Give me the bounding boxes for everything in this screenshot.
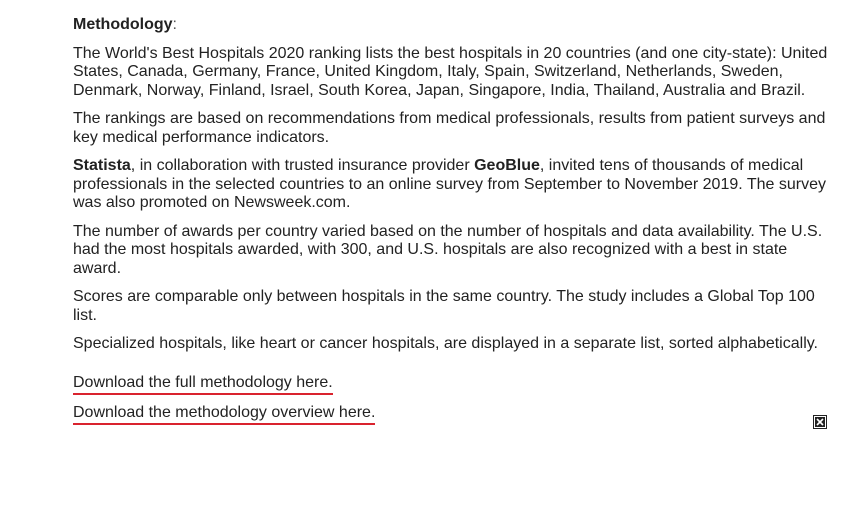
- survey-text-2: , invited tens of thousands of medical professionals in the selected countries to an online survey from September to November 2019. The survey was also promoted on Newsweek.com.: [73, 157, 826, 211]
- download-methodology-overview-link[interactable]: Download the methodology overview here.: [73, 404, 375, 426]
- link-row-full: [73, 374, 833, 396]
- download-links: [73, 374, 833, 426]
- geoblue-name: GeoBlue: [474, 157, 540, 174]
- close-box-icon[interactable]: [813, 415, 827, 429]
- paragraph-rankings-basis: The rankings are based on recommendations from medical professionals, results from patient surveys and key medical performance indicators.: [73, 110, 826, 146]
- methodology-section: [73, 16, 833, 434]
- paragraph-countries: The World's Best Hospitals 2020 ranking lists the best hospitals in 20 countries (and one city-state): United States, Canada, Germany, France, United Kingdom, Italy, Spain, Switzerland, Netherlands, Sweden, Denmark, Norway, Finland, Israel, South Korea, Japan, Singapore, India, Thailand, Australia and Brazil.: [73, 44, 828, 99]
- paragraph-scores: Scores are comparable only between hospitals in the same country. The study includes a Global Top 100 list.: [73, 288, 815, 324]
- methodology-title-colon: :: [172, 16, 177, 33]
- statista-name: Statista: [73, 157, 131, 174]
- paragraph-awards: The number of awards per country varied based on the number of hospitals and data availability. The U.S. had the most hospitals awarded, with 300, and U.S. hospitals are also recognized with a best in state award.: [73, 222, 823, 277]
- paragraph-specialized: Specialized hospitals, like heart or cancer hospitals, are displayed in a separate list, sorted alphabetically.: [73, 335, 818, 352]
- paragraph-survey: [73, 157, 833, 213]
- survey-text-1: , in collaboration with trusted insurance provider: [130, 157, 475, 174]
- download-full-methodology-link[interactable]: Download the full methodology here.: [73, 374, 333, 396]
- methodology-heading: [73, 16, 833, 35]
- link-row-overview: [73, 404, 833, 426]
- methodology-title: Methodology: [73, 16, 173, 33]
